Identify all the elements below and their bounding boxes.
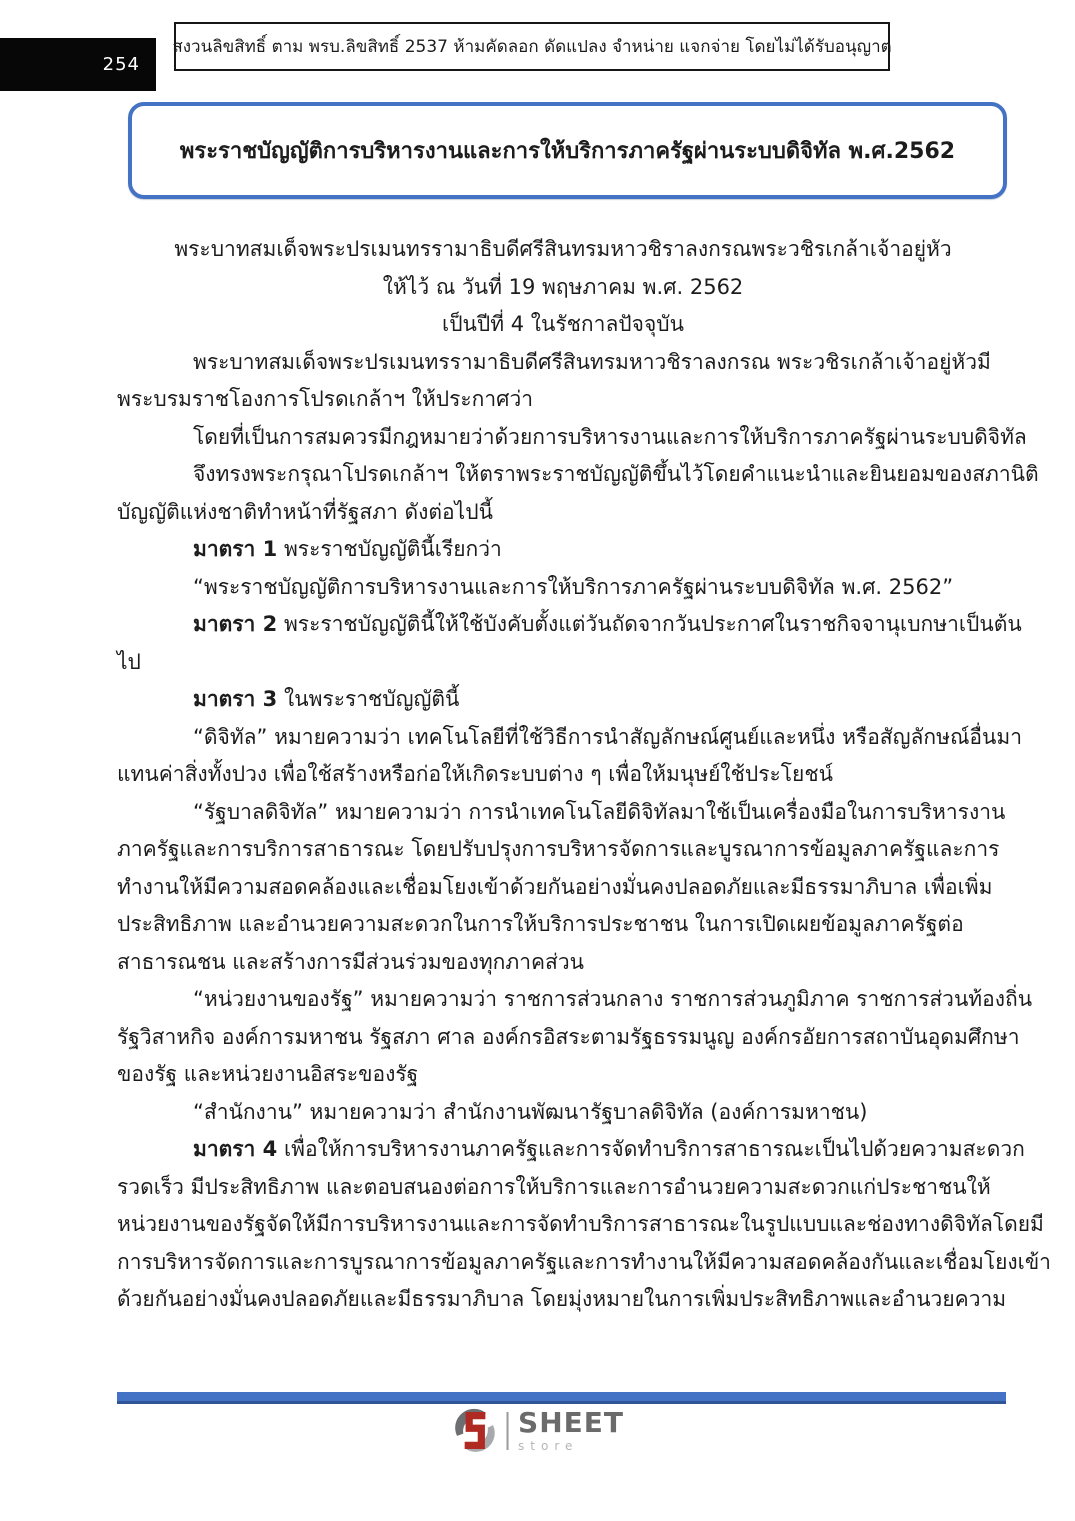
body-line: มาตรา 3 ในพระราชบัญญัตินี้ xyxy=(193,687,460,711)
body-line: พระบาทสมเด็จพระปรเมนทรรามาธิบดีศรีสินทรมหาวชิราลงกรณพระวชิรเกล้าเจ้าอยู่หัว xyxy=(174,237,952,261)
copyright-notice-box xyxy=(174,22,890,71)
body-line: รวดเร็ว มีประสิทธิภาพ และตอบสนองต่อการให้บริการและการอำนวยความสะดวกแก่ประชาชนให้ xyxy=(117,1174,991,1199)
body-line: มาตรา 1 พระราชบัญญัตินี้เรียกว่า xyxy=(193,537,502,561)
body-line: พระบาทสมเด็จพระปรเมนทรรามาธิบดีศรีสินทรมหาวชิราลงกรณ พระวชิรเกล้าเจ้าอยู่หัวมี xyxy=(193,349,991,374)
body-line: ไป xyxy=(117,649,141,674)
page-number: 254 xyxy=(102,54,140,75)
body-line: ประสิทธิภาพ และอำนวยความสะดวกในการให้บริการประชาชน ในการเปิดเผยข้อมูลภาครัฐต่อ xyxy=(117,912,964,936)
body-line: “สำนักงาน” หมายความว่า สำนักงานพัฒนารัฐบาลดิจิทัล (องค์การมหาชน) xyxy=(193,1099,868,1124)
body-line: “ดิจิทัล” หมายความว่า เทคโนโลยีที่ใช้วิธีการนำสัญลักษณ์ศูนย์และหนึ่ง หรือสัญลักษณ์อื่นมา xyxy=(193,724,1023,749)
logo-divider xyxy=(506,1412,508,1450)
page-number-box xyxy=(0,38,156,91)
copyright-notice: สงวนลิขสิทธิ์ ตาม พรบ.ลิขสิทธิ์ 2537 ห้ามคัดลอก ดัดแปลง จำหน่าย แจกจ่าย โดยไม่ได้รับอนุญาต xyxy=(172,37,892,57)
body-line: เป็นปีที่ 4 ในรัชกาลปัจจุบัน xyxy=(442,312,684,336)
body-line: โดยที่เป็นการสมควรมีกฎหมายว่าด้วยการบริหารงานและการให้บริการภาครัฐผ่านระบบดิจิทัล xyxy=(193,424,1027,449)
sheet-store-logo xyxy=(451,1408,624,1453)
footer-accent-bar xyxy=(117,1392,1006,1404)
sheet-store-s-icon xyxy=(451,1408,498,1453)
body-line: การบริหารจัดการและการบูรณาการข้อมูลภาครัฐและการทำงานให้มีความสอดคล้องกันและเชื่อมโยงเข้า xyxy=(117,1249,1051,1274)
body-line: บัญญัติแห่งชาติทำหน้าที่รัฐสภา ดังต่อไปนี้ xyxy=(117,499,493,524)
body-line: “หน่วยงานของรัฐ” หมายความว่า ราชการส่วนกลาง ราชการส่วนภูมิภาค ราชการส่วนท้องถิ่น xyxy=(193,987,1033,1011)
body-line: หน่วยงานของรัฐจัดให้มีการบริหารงานและการจัดทำบริการสาธารณะในรูปแบบและช่องทางดิจิทัลโดยมี xyxy=(117,1212,1044,1236)
act-title-box xyxy=(128,102,1007,199)
logo-name: SHEET xyxy=(518,1406,624,1439)
body-line: พระบรมราชโองการโปรดเกล้าฯ ให้ประกาศว่า xyxy=(117,387,534,411)
body-line: “รัฐบาลดิจิทัล” หมายความว่า การนำเทคโนโลยีดิจิทัลมาใช้เป็นเครื่องมือในการบริหารงาน xyxy=(193,799,1006,824)
body-text xyxy=(117,231,1051,1319)
body-line: ด้วยกันอย่างมั่นคงปลอดภัยและมีธรรมาภิบาล โดยมุ่งหมายในการเพิ่มประสิทธิภาพและอำนวยความ xyxy=(117,1287,1007,1311)
body-line: จึงทรงพระกรุณาโปรดเกล้าฯ ให้ตราพระราชบัญญัติขึ้นไว้โดยคำแนะนำและยินยอมของสภานิติ xyxy=(193,462,1039,486)
body-line: สาธารณชน และสร้างการมีส่วนร่วมของทุกภาคส่วน xyxy=(117,949,585,974)
body-line: มาตรา 2 พระราชบัญญัตินี้ให้ใช้บังคับตั้งแต่วันถัดจากวันประกาศในราชกิจจานุเบกษาเป็นต้น xyxy=(193,612,1022,636)
body-line: ของรัฐ และหน่วยงานอิสระของรัฐ xyxy=(117,1062,419,1086)
logo-subtitle: store xyxy=(518,1439,579,1453)
body-line: ภาครัฐและการบริการสาธารณะ โดยปรับปรุงการบริหารจัดการและบูรณาการข้อมูลภาครัฐและการ xyxy=(117,837,1000,861)
body-line: มาตรา 4 เพื่อให้การบริหารงานภาครัฐและการจัดทำบริการสาธารณะเป็นไปด้วยความสะดวก xyxy=(193,1137,1025,1161)
body-line: ให้ไว้ ณ วันที่ 19 พฤษภาคม พ.ศ. 2562 xyxy=(382,274,744,299)
body-line: ทำงานให้มีความสอดคล้องและเชื่อมโยงเข้าด้วยกันอย่างมั่นคงปลอดภัยและมีธรรมาภิบาล เพื่อเพิ่ม xyxy=(117,874,993,899)
act-title: พระราชบัญญัติการบริหารงานและการให้บริการภาครัฐผ่านระบบดิจิทัล พ.ศ.2562 xyxy=(179,139,956,164)
body-line: รัฐวิสาหกิจ องค์การมหาชน รัฐสภา ศาล องค์กรอิสระตามรัฐธรรมนูญ องค์กรอัยการสถาบันอุดมศึกษา xyxy=(117,1024,1020,1049)
body-line: แทนค่าสิ่งทั้งปวง เพื่อใช้สร้างหรือก่อให้เกิดระบบต่าง ๆ เพื่อให้มนุษย์ใช้ประโยชน์ xyxy=(117,762,833,786)
body-line: “พระราชบัญญัติการบริหารงานและการให้บริการภาครัฐผ่านระบบดิจิทัล พ.ศ. 2562” xyxy=(193,574,954,599)
